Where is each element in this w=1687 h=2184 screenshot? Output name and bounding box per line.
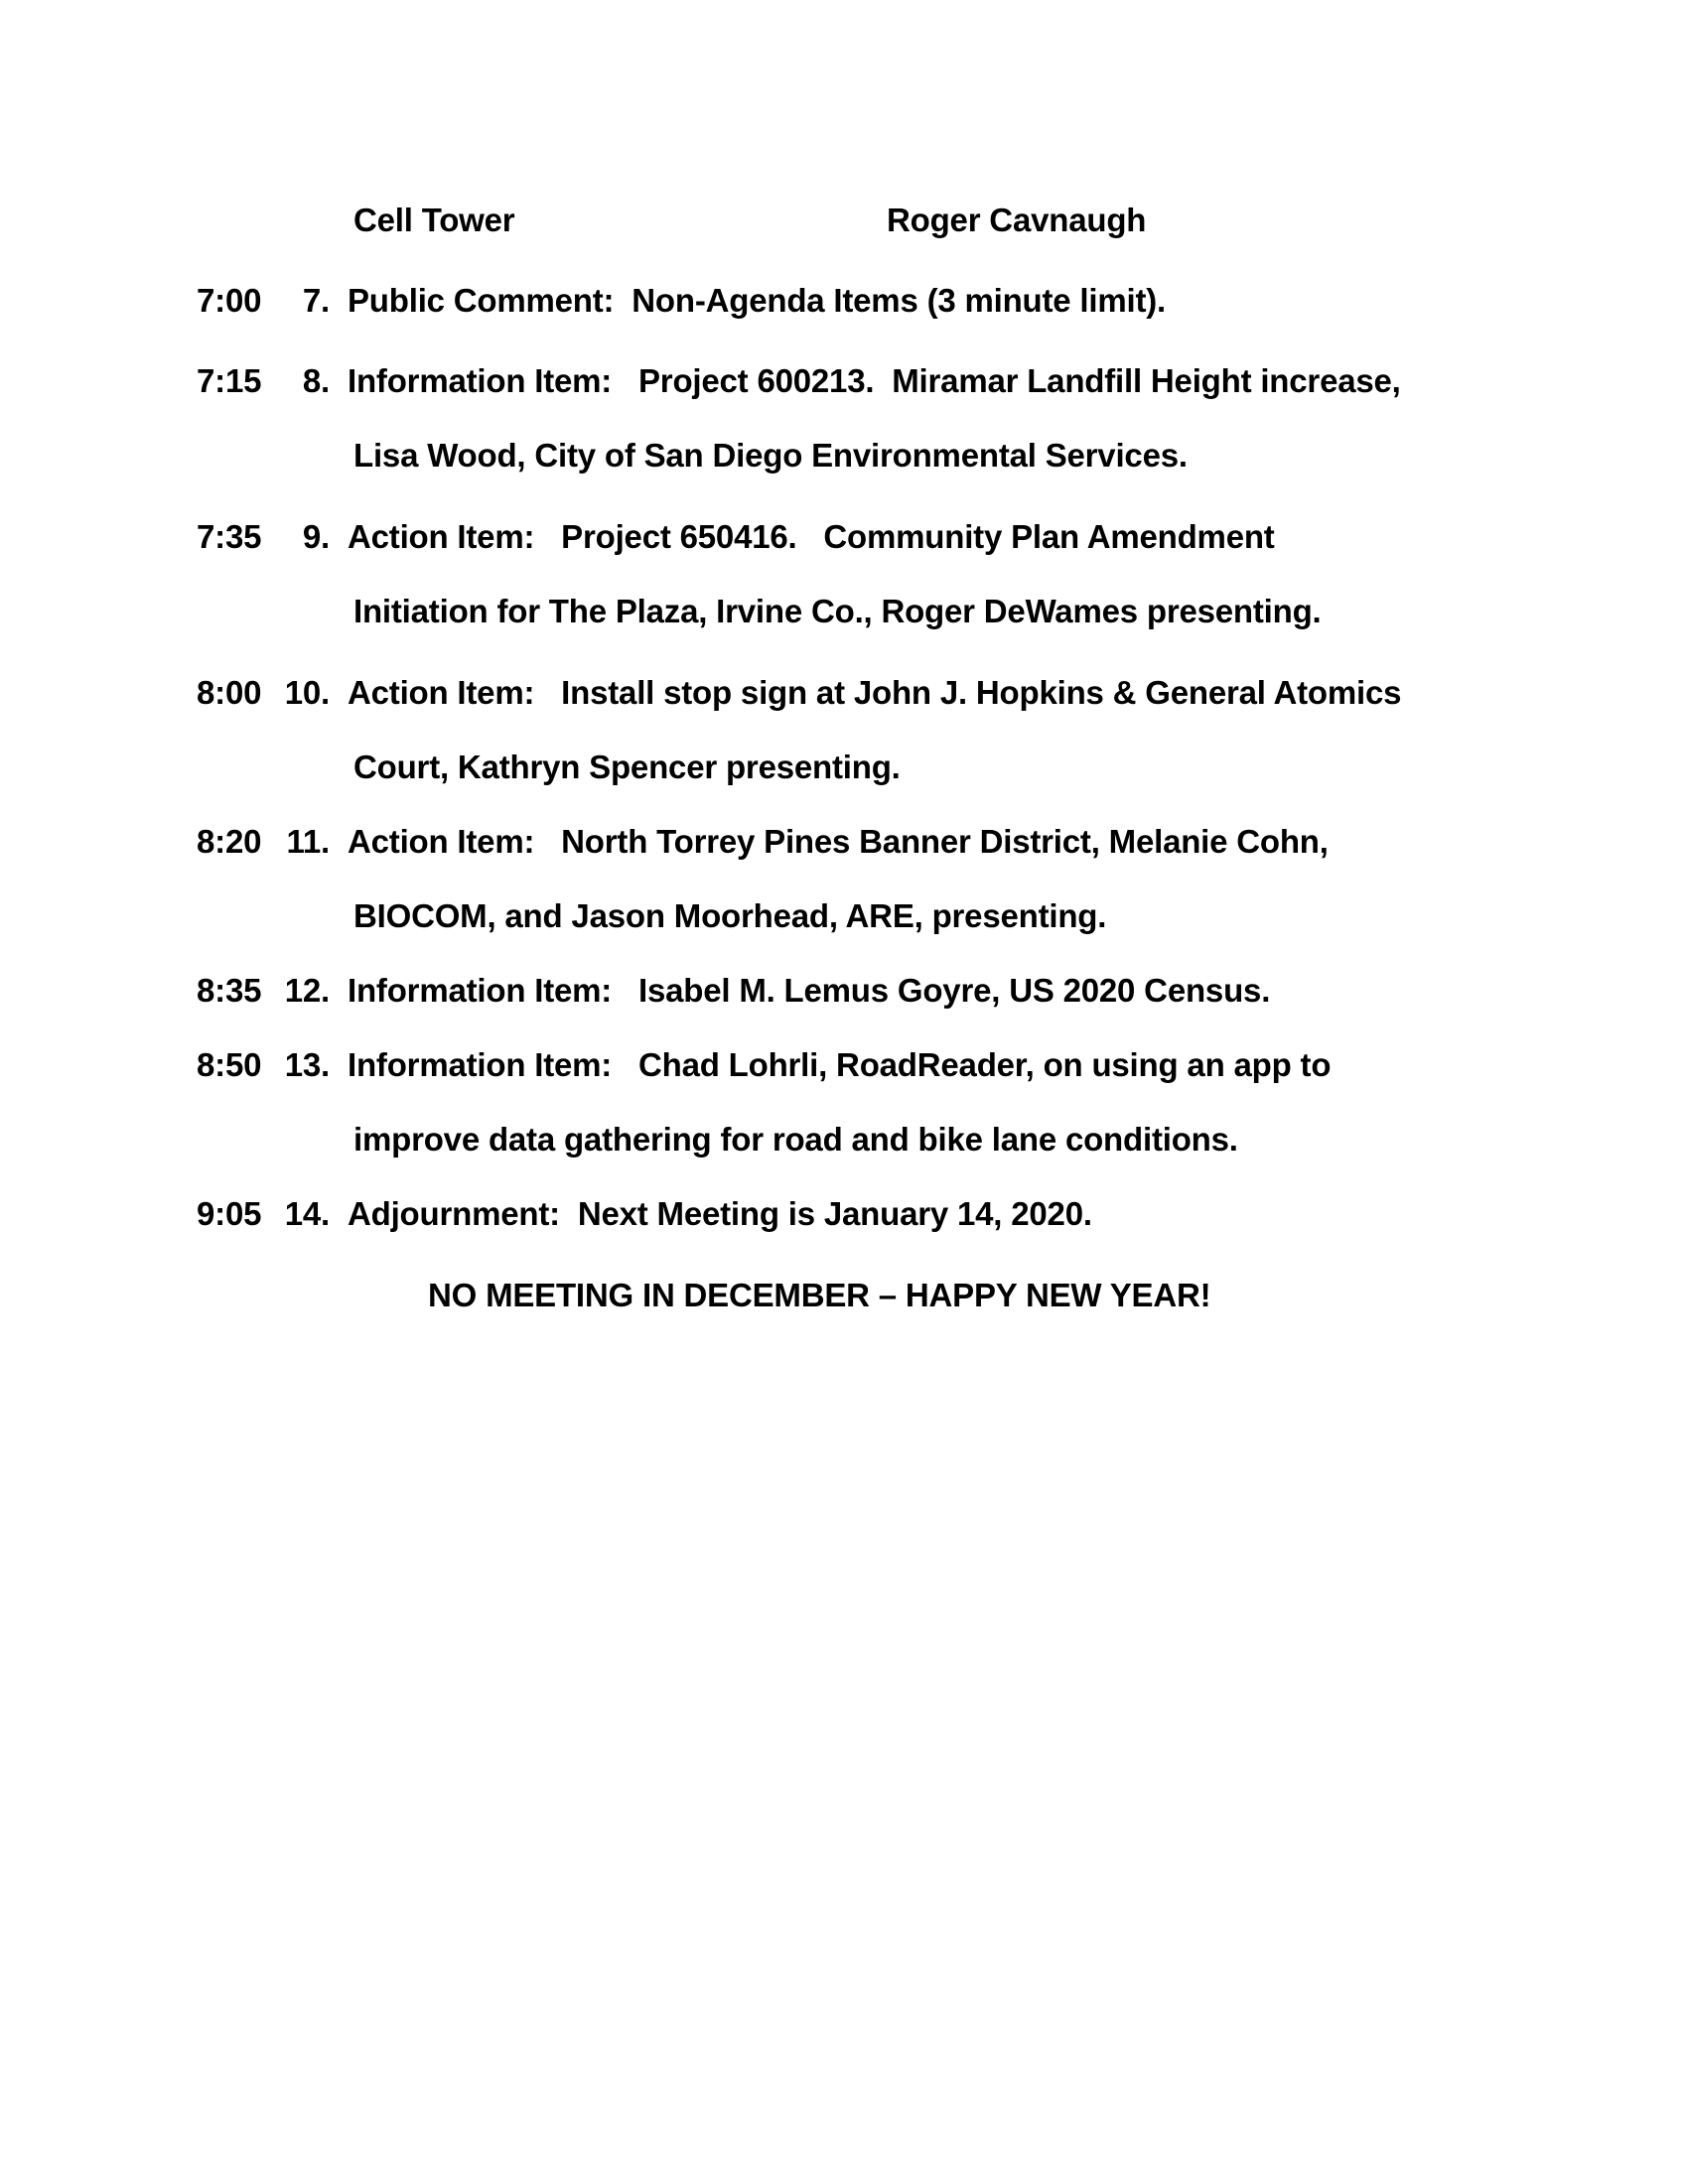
header-left-text: Cell Tower xyxy=(353,202,515,238)
item-time: 8:00 xyxy=(197,674,262,711)
item-number: 14. xyxy=(284,1195,330,1232)
item-time: 7:00 xyxy=(197,282,262,319)
item-text-line: Information Item: Project 600213. Miramar Landfill Height increase, xyxy=(348,362,1401,399)
header-right-text: Roger Cavnaugh xyxy=(887,202,1147,238)
item-text-line: Action Item: North Torrey Pines Banner District, Melanie Cohn, xyxy=(348,823,1329,860)
item-time: 8:50 xyxy=(197,1046,262,1083)
item-number: 9. xyxy=(302,518,330,555)
item-text-line: Information Item: Isabel M. Lemus Goyre, US 2020 Census. xyxy=(348,972,1271,1009)
item-text-line: Public Comment: Non-Agenda Items (3 minute limit). xyxy=(348,282,1167,319)
footer-note: NO MEETING IN DECEMBER – HAPPY NEW YEAR! xyxy=(428,1277,1211,1313)
item-text-line: Action Item: Install stop sign at John J. Hopkins & General Atomics xyxy=(348,674,1402,711)
item-number: 10. xyxy=(284,674,330,711)
item-text-continuation: Lisa Wood, City of San Diego Environmental Services. xyxy=(353,437,1188,474)
item-time: 9:05 xyxy=(197,1195,262,1232)
item-number: 7. xyxy=(302,282,330,319)
item-text-continuation: BIOCOM, and Jason Moorhead, ARE, presenting. xyxy=(353,897,1107,934)
item-text-line: Information Item: Chad Lohrli, RoadReader, on using an app to xyxy=(348,1046,1332,1083)
item-number: 8. xyxy=(302,362,330,399)
item-time: 8:35 xyxy=(197,972,262,1009)
item-time: 7:15 xyxy=(197,362,262,399)
item-text-line: Adjournment: Next Meeting is January 14, 2020. xyxy=(348,1195,1092,1232)
item-text-continuation: Initiation for The Plaza, Irvine Co., Roger DeWames presenting. xyxy=(353,593,1322,629)
item-number: 12. xyxy=(284,972,330,1009)
item-text-continuation: Court, Kathryn Spencer presenting. xyxy=(353,749,901,785)
item-text-line: Action Item: Project 650416. Community Plan Amendment xyxy=(348,518,1275,555)
item-text-continuation: improve data gathering for road and bike lane conditions. xyxy=(353,1121,1238,1158)
item-number: 13. xyxy=(284,1046,330,1083)
item-time: 7:35 xyxy=(197,518,262,555)
item-time: 8:20 xyxy=(197,823,262,860)
item-number: 11. xyxy=(286,823,330,860)
